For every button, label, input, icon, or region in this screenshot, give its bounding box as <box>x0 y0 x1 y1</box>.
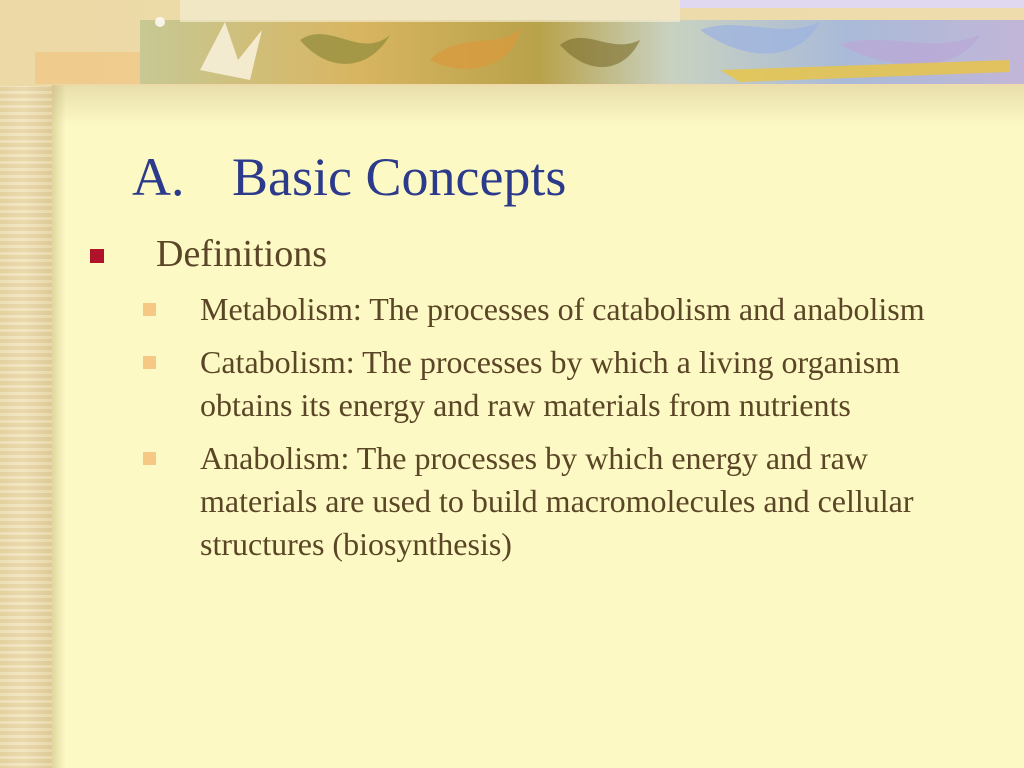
square-bullet-icon <box>90 249 104 263</box>
autumn-leaves-photo-strip <box>0 0 1024 86</box>
definition-list <box>140 288 960 576</box>
square-bullet-icon <box>143 356 156 369</box>
parchment-side-strip <box>0 0 52 768</box>
title-text: Basic Concepts <box>232 147 567 207</box>
slide-title <box>132 147 992 207</box>
definition-text: Catabolism: The processes by which a living organism obtains its energy and raw materials from nutrients <box>200 344 901 423</box>
title-letter: A. <box>132 147 185 207</box>
definition-text: Anabolism: The processes by which energy and raw materials are used to build macromolecules and cellular structures (biosynthesis) <box>200 440 914 562</box>
section-heading: Definitions <box>156 233 327 275</box>
definition-item-metabolism <box>140 288 960 331</box>
side-shadow <box>52 85 66 768</box>
definition-item-anabolism <box>140 437 960 566</box>
definition-text: Metabolism: The processes of catabolism and anabolism <box>200 291 925 327</box>
definition-item-catabolism <box>140 341 960 427</box>
banner-shadow <box>52 86 1024 126</box>
square-bullet-icon <box>143 303 156 316</box>
square-bullet-icon <box>143 452 156 465</box>
